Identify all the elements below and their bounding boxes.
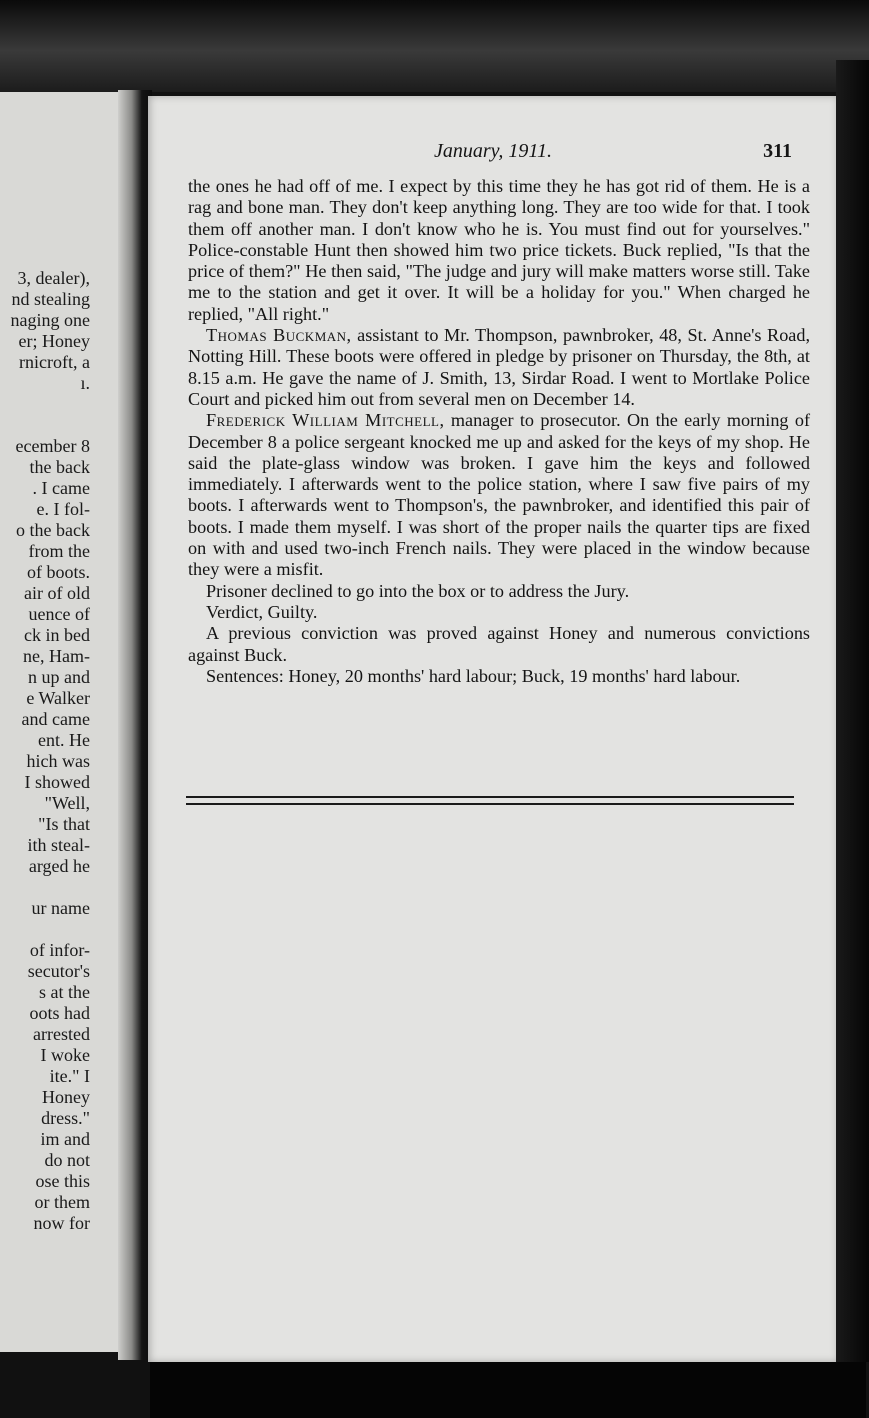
left-page-fragment: hich was xyxy=(26,751,90,771)
right-page xyxy=(148,96,836,1362)
left-page-fragment: or them xyxy=(34,1192,90,1212)
witness-name: Thomas Buckman, xyxy=(206,325,352,346)
paragraph-text: Prisoner declined to go into the box or to address the Jury. xyxy=(206,580,630,601)
left-page-fragment: dress." xyxy=(41,1108,90,1128)
left-page-fragment: s at the xyxy=(39,982,90,1002)
paragraph-previous-conviction xyxy=(188,623,810,666)
left-page-fragment: "Is that xyxy=(38,814,90,834)
paragraph-prisoner-declined xyxy=(188,581,810,602)
page-body xyxy=(188,176,810,687)
left-page-fragment: ı. xyxy=(80,373,90,393)
left-page-fragment: and came xyxy=(21,709,90,729)
left-page-fragment: o the back xyxy=(16,520,90,540)
left-page-fragment: im and xyxy=(40,1129,90,1149)
left-page-fragment: nd stealing xyxy=(11,289,90,309)
left-page-fragment: secutor's xyxy=(27,961,90,981)
witness-name: Frederick William Mitchell, xyxy=(206,410,445,431)
left-page-fragment: arged he xyxy=(28,856,90,876)
scan-bottom-shadow xyxy=(150,1362,866,1418)
paragraph-text: manager to prosecutor. On the early morning of December 8 a police sergeant knocked me up and asked for the keys of my shop. He said the plate-glass window was broken. I gave him the keys and followed immediately. I afterwards went to the police station, where I saw five pairs of my boots. I afterwards went to Thompson's, the pawnbroker, and identified this pair of boots. I made them myself. I was short of the proper nails the quarter tips are fixed on with and used two-inch French nails. They were placed in the window because they were a misfit. xyxy=(188,410,811,580)
left-page-fragment: air of old xyxy=(24,583,90,603)
paragraph-verdict xyxy=(188,602,810,623)
page-number: 311 xyxy=(763,140,792,162)
left-page-fragment: ent. He xyxy=(38,730,90,750)
left-page-fragment: . I came xyxy=(32,478,90,498)
left-page-fragment: ck in bed xyxy=(24,625,90,645)
paragraph-continuation xyxy=(188,176,810,325)
left-page-fragment: 3, dealer), xyxy=(17,268,90,288)
left-page-fragment: the back xyxy=(29,457,90,477)
paragraph-text: A previous conviction was proved against Honey and numerous convictions against Buck. xyxy=(188,623,810,665)
paragraph-sentences xyxy=(188,666,810,687)
paragraph-text: assistant to Mr. Thompson, pawnbroker, 48, St. Anne's Road, Notting Hill. These boots were offered in pledge by prisoner on Thursday, the 8th, at 8.15 a.m. He gave the name of J. Smith, 13, Sirdar Road. I went to Mortlake Police Court and picked him out from several men on December 14. xyxy=(188,325,810,409)
scan-right-shadow xyxy=(836,60,869,1362)
left-page-fragment: from the xyxy=(28,541,90,561)
book-gutter xyxy=(118,90,152,1360)
left-page-fragment: e. I fol- xyxy=(36,499,90,519)
left-page-fragment: "Well, xyxy=(44,793,90,813)
left-page-fragment: e Walker xyxy=(26,688,90,708)
left-page-fragment: rnicroft, a xyxy=(19,352,90,372)
left-page-fragment: oots had xyxy=(29,1003,90,1023)
page-header xyxy=(148,140,836,164)
left-page xyxy=(0,92,132,1352)
left-page-fragment: arrested xyxy=(33,1024,90,1044)
left-page-fragment: uence of xyxy=(28,604,90,624)
section-divider-rule xyxy=(186,796,794,805)
left-page-fragment: ur name xyxy=(31,898,90,918)
scan-top-shadow xyxy=(0,0,869,92)
left-page-fragment: now for xyxy=(33,1213,90,1233)
paragraph-text: Sentences: Honey, 20 months' hard labour; Buck, 19 months' hard labour. xyxy=(206,665,741,686)
running-title: January, 1911. xyxy=(434,140,552,162)
left-page-fragment: do not xyxy=(44,1150,90,1170)
left-page-fragment: n up and xyxy=(28,667,90,687)
left-page-fragment: Honey xyxy=(42,1087,90,1107)
paragraph-text: the ones he had off of me. I expect by this time they he has got rid of them. He is a rag and bone man. They don't keep anything long. They are too wide for that. I took them off another man. I don't know who he is. You must find out for yourselves." Police-constable Hunt then showed him two price tickets. Buck replied, "Is that the price of them?" He then said, "The judge and jury will make matters worse still. Take me to the station and get it over. It will be a holiday for you." When charged he replied, "All right." xyxy=(188,176,810,324)
left-page-fragment: ecember 8 xyxy=(15,436,90,456)
left-page-fragment: naging one xyxy=(10,310,90,330)
left-page-fragment: ose this xyxy=(35,1171,90,1191)
left-page-fragment: ite." I xyxy=(49,1066,90,1086)
left-page-fragment: ne, Ham- xyxy=(23,646,90,666)
paragraph-text: Verdict, Guilty. xyxy=(206,601,318,622)
paragraph-witness-buckman xyxy=(188,325,810,410)
left-page-fragment: er; Honey xyxy=(18,331,90,351)
left-page-fragment: of boots. xyxy=(27,562,90,582)
left-page-fragment: ith steal- xyxy=(27,835,90,855)
left-page-fragment: of infor- xyxy=(29,940,90,960)
left-page-fragment: I showed xyxy=(24,772,90,792)
paragraph-witness-mitchell xyxy=(188,410,810,580)
left-page-fragment: I woke xyxy=(40,1045,90,1065)
